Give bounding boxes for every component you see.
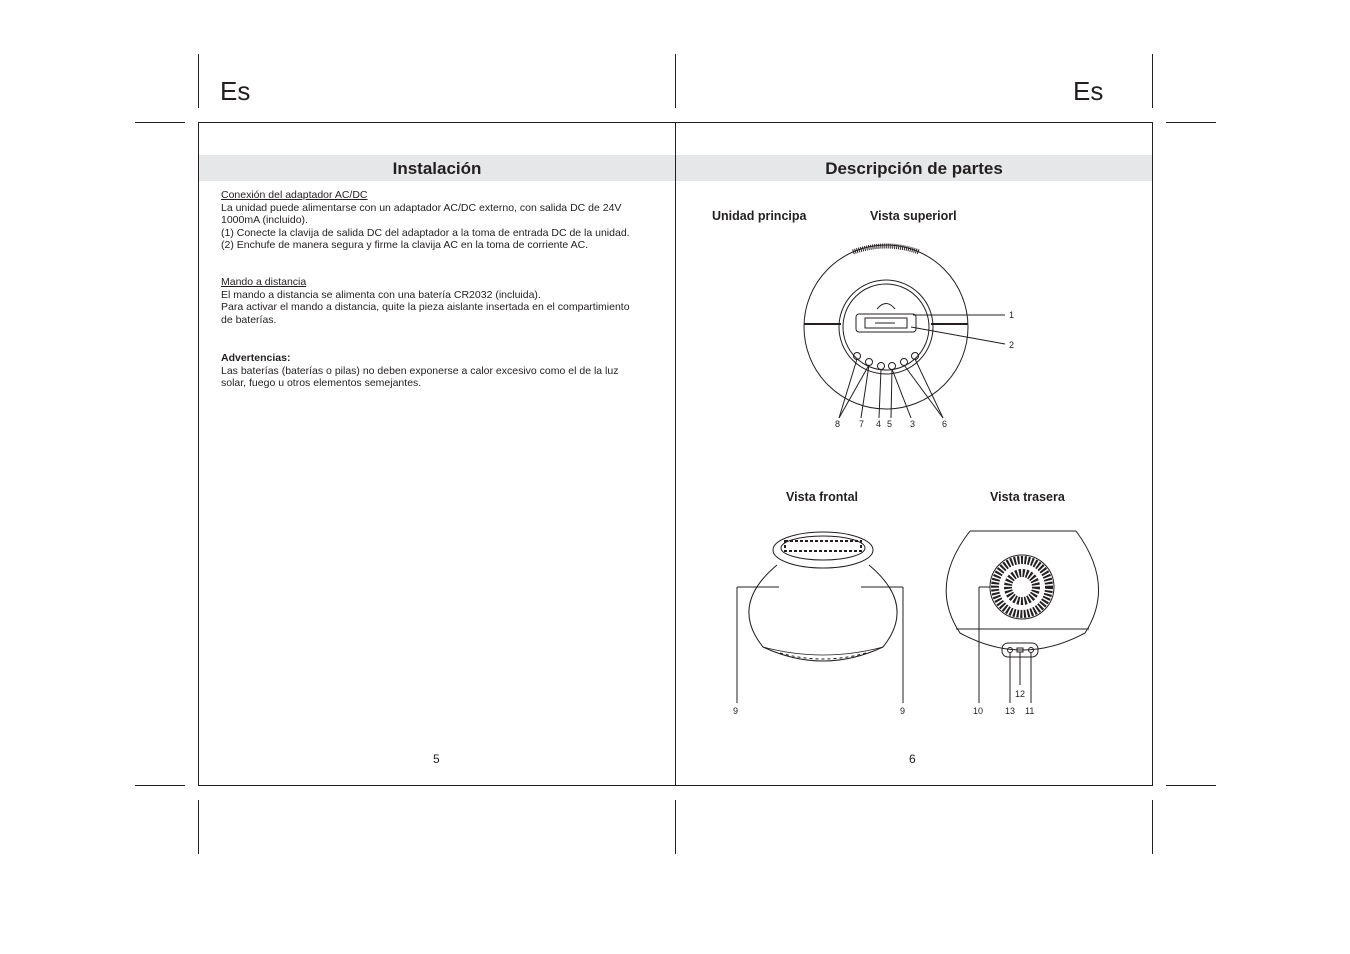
remote-heading: Mando a distancia bbox=[221, 276, 307, 288]
callout-12: 12 bbox=[1015, 689, 1026, 699]
label-main-unit: Unidad principa bbox=[712, 209, 807, 223]
label-front-view: Vista frontal bbox=[786, 490, 859, 504]
callout-6: 6 bbox=[942, 419, 948, 429]
warnings-heading: Advertencias: bbox=[221, 352, 291, 364]
warnings-line: Las baterías (baterías o pilas) no deben exponerse a calor excesivo como el de la luz bbox=[221, 364, 619, 377]
remote-line: Para activar el mando a distancia, quite la pieza aislante insertada en el compartimiento bbox=[221, 301, 630, 314]
remote-line: de baterías. bbox=[221, 313, 277, 326]
label-top-view: Vista superiorl bbox=[870, 209, 957, 223]
adapter-line: (2) Enchufe de manera segura y firme la clavija AC en la toma de corriente AC. bbox=[221, 239, 589, 252]
adapter-line: La unidad puede alimentarse con un adaptador AC/DC externo, con salida DC de 24V bbox=[221, 201, 622, 214]
page-number-right: 6 bbox=[909, 752, 916, 766]
callout-13: 13 bbox=[1005, 706, 1016, 716]
remote-line: El mando a distancia se alimenta con una batería CR2032 (incluida). bbox=[221, 288, 541, 301]
callout-9-left: 9 bbox=[733, 706, 739, 716]
callout-9-right: 9 bbox=[900, 706, 906, 716]
warnings-section bbox=[221, 352, 661, 390]
adapter-section bbox=[221, 189, 661, 252]
callout-3: 3 bbox=[910, 419, 916, 429]
callout-1: 1 bbox=[1009, 310, 1015, 320]
adapter-heading: Conexión del adaptador AC/DC bbox=[221, 189, 368, 201]
adapter-line: (1) Conecte la clavija de salida DC del adaptador a la toma de entrada DC de la unidad. bbox=[221, 226, 630, 239]
callout-10: 10 bbox=[973, 706, 984, 716]
callout-4: 4 bbox=[876, 419, 882, 429]
page-number-left: 5 bbox=[433, 752, 440, 766]
callout-8: 8 bbox=[835, 419, 841, 429]
callout-2: 2 bbox=[1009, 340, 1015, 350]
top-view-diagram bbox=[795, 238, 1025, 433]
callout-5: 5 bbox=[887, 419, 893, 429]
language-tag-left: Es bbox=[220, 76, 251, 106]
warnings-line: solar, fuego u otros elementos semejantes. bbox=[221, 377, 422, 390]
front-view-diagram bbox=[725, 525, 925, 720]
page-title-parts: Descripción de partes bbox=[825, 159, 1003, 178]
callout-11: 11 bbox=[1025, 706, 1035, 716]
language-tag-right: Es bbox=[1073, 76, 1104, 106]
remote-section bbox=[221, 276, 661, 326]
label-rear-view: Vista trasera bbox=[990, 490, 1065, 504]
rear-view-diagram bbox=[940, 525, 1110, 720]
page-title-installation: Instalación bbox=[392, 159, 482, 178]
callout-7: 7 bbox=[859, 419, 865, 429]
adapter-line: 1000mA (incluido). bbox=[221, 214, 308, 227]
